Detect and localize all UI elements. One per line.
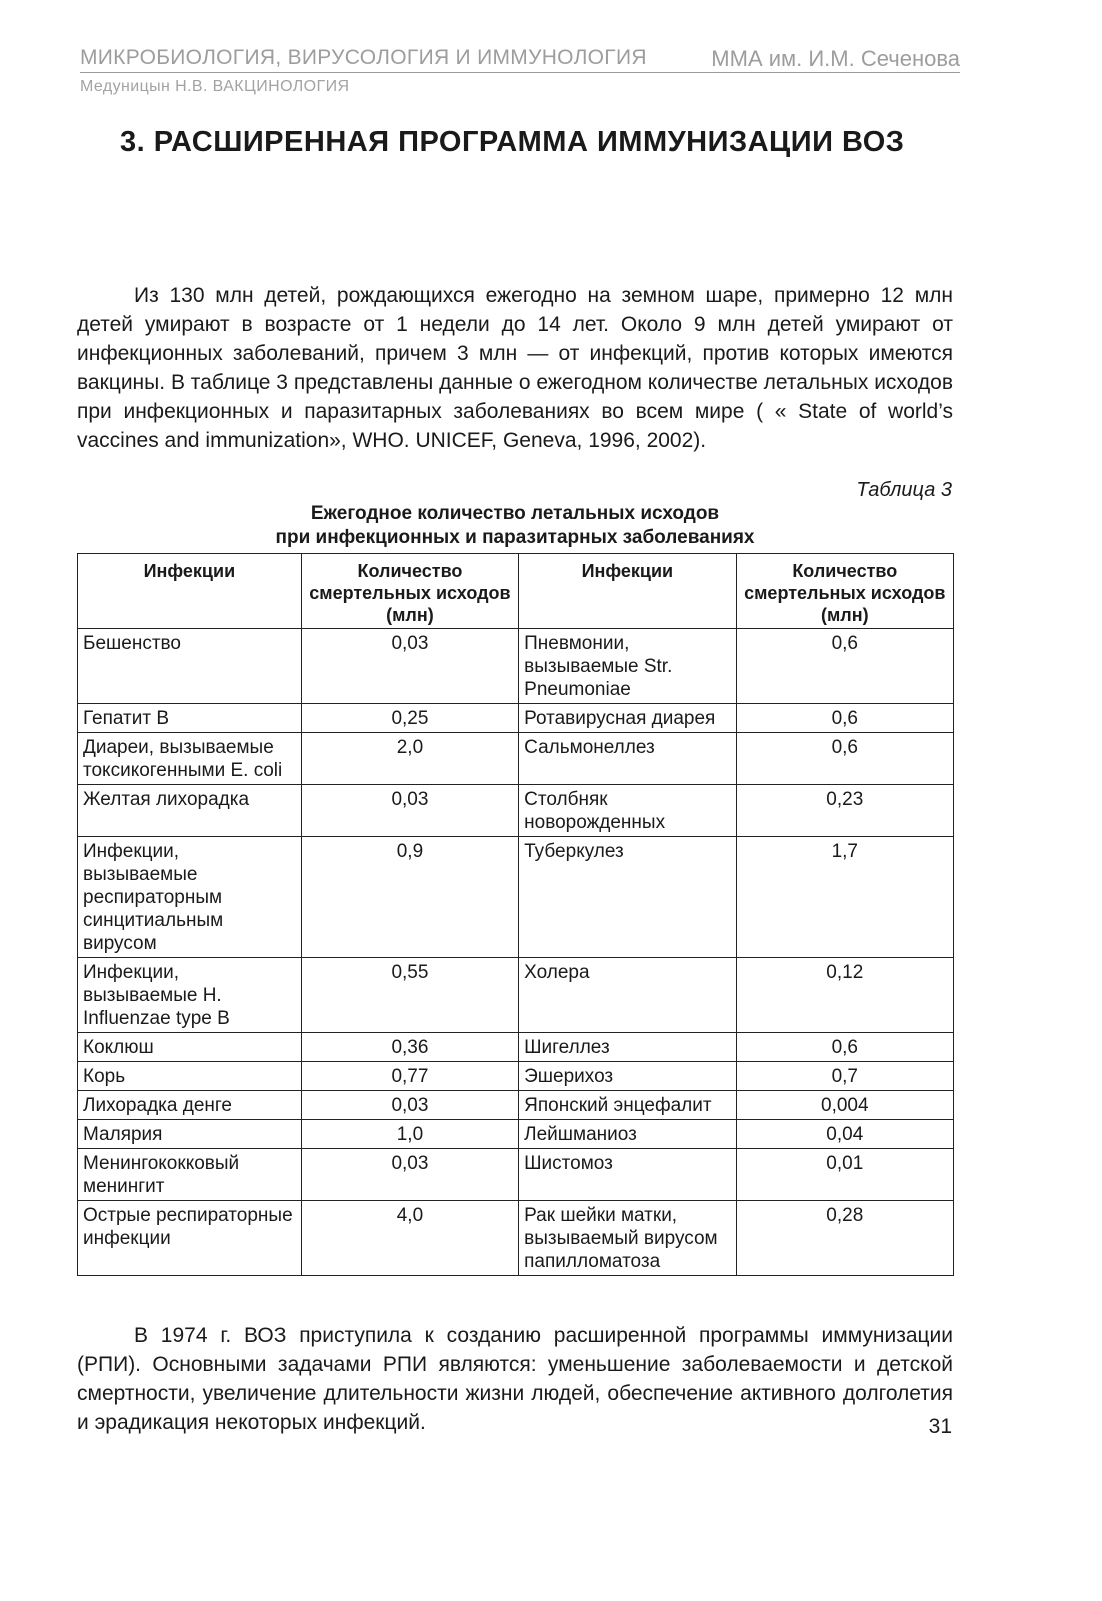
header-institution: ММА им. И.М. Сеченова bbox=[711, 46, 960, 71]
deaths-cell: 0,01 bbox=[736, 1149, 953, 1201]
infection-cell: Пневмонии, вызываемые Str. Pneumoniae bbox=[519, 629, 736, 704]
header-deaths-1: Количество смертельных исходов (млн) bbox=[301, 554, 518, 629]
infection-cell: Туберкулез bbox=[519, 837, 736, 958]
table-title-line1: Ежегодное количество летальных исходов bbox=[310, 503, 720, 524]
infection-cell: Японский энцефалит bbox=[519, 1091, 736, 1120]
infection-cell: Острые респираторные инфекции bbox=[78, 1201, 302, 1276]
deaths-cell: 0,28 bbox=[736, 1201, 953, 1276]
deaths-cell: 4,0 bbox=[301, 1201, 518, 1276]
infection-cell: Инфекции, вызываемые респираторным синцитиальным вирусом bbox=[78, 837, 302, 958]
deaths-cell: 0,55 bbox=[301, 958, 518, 1033]
infection-cell: Шигеллез bbox=[519, 1033, 736, 1062]
page-number: 31 bbox=[928, 1415, 952, 1438]
infection-cell: Диареи, вызываемые токсикогенными E. coli bbox=[78, 733, 302, 785]
infection-cell: Лихорадка денге bbox=[78, 1091, 302, 1120]
deaths-cell: 0,03 bbox=[301, 785, 518, 837]
infection-cell: Бешенство bbox=[78, 629, 302, 704]
infection-cell: Шистомоз bbox=[519, 1149, 736, 1201]
intro-paragraph: Из 130 млн детей, рождающихся ежегодно на земном шаре, примерно 12 млн детей умирают в возрасте от 1 недели до 14 лет. Около 9 млн детей умирают от инфекционных заболеваний, причем 3 млн — от инфекций, против которых имеются вакцины. В таблице 3 представлены данные о ежегодном количестве летальных исходов при инфекционных и паразитарных заболеваниях во всем мире ( « State of world’s vaccines and immunization», WHO. UNICEF, Geneva, 1996, 2002). bbox=[77, 284, 953, 452]
table-row bbox=[78, 1091, 954, 1120]
table-row bbox=[78, 1149, 954, 1201]
infection-cell: Желтая лихорадка bbox=[78, 785, 302, 837]
table-row bbox=[78, 837, 954, 958]
infection-cell: Ротавирусная диарея bbox=[519, 704, 736, 733]
table-caption: Таблица 3 bbox=[856, 479, 952, 501]
deaths-cell: 0,004 bbox=[736, 1091, 953, 1120]
deaths-cell: 1,0 bbox=[301, 1120, 518, 1149]
table-row bbox=[78, 958, 954, 1033]
header-subject: МИКРОБИОЛОГИЯ, ВИРУСОЛОГИЯ И ИММУНОЛОГИЯ bbox=[80, 46, 647, 69]
deaths-cell: 0,23 bbox=[736, 785, 953, 837]
table-row bbox=[78, 1062, 954, 1091]
infection-cell: Лейшманиоз bbox=[519, 1120, 736, 1149]
deaths-cell: 0,12 bbox=[736, 958, 953, 1033]
header-deaths-2: Количество смертельных исходов (млн) bbox=[736, 554, 953, 629]
infection-cell: Коклюш bbox=[78, 1033, 302, 1062]
deaths-cell: 0,03 bbox=[301, 629, 518, 704]
table-row bbox=[78, 1120, 954, 1149]
running-header bbox=[80, 44, 960, 73]
table-header-row bbox=[78, 554, 954, 629]
table-body bbox=[78, 629, 954, 1276]
table-row bbox=[78, 1201, 954, 1276]
deaths-cell: 0,03 bbox=[301, 1149, 518, 1201]
infection-cell: Столбняк новорожденных bbox=[519, 785, 736, 837]
table-title bbox=[77, 502, 953, 550]
chapter-title: 3. РАСШИРЕННАЯ ПРОГРАММА ИММУНИЗАЦИИ ВОЗ bbox=[120, 126, 905, 158]
deaths-cell: 0,6 bbox=[736, 704, 953, 733]
infection-cell: Сальмонеллез bbox=[519, 733, 736, 785]
deaths-cell: 0,9 bbox=[301, 837, 518, 958]
infection-cell: Корь bbox=[78, 1062, 302, 1091]
infection-cell: Менингококковый менингит bbox=[78, 1149, 302, 1201]
infection-cell: Рак шейки матки, вызываемый вирусом папилломатоза bbox=[519, 1201, 736, 1276]
deaths-cell: 0,6 bbox=[736, 1033, 953, 1062]
infection-cell: Инфекции, вызываемые H. Influenzae type B bbox=[78, 958, 302, 1033]
table-row bbox=[78, 733, 954, 785]
epi-paragraph: В 1974 г. ВОЗ приступила к созданию расширенной программы иммунизации (РПИ). Основными задачами РПИ являются: уменьшение заболеваемости и детской смертности, увеличение длительности жизни людей, обеспечение активного долголетия и эрадикация некоторых инфекций. bbox=[77, 1324, 953, 1434]
table-row bbox=[78, 785, 954, 837]
deaths-cell: 0,04 bbox=[736, 1120, 953, 1149]
infection-cell: Холера bbox=[519, 958, 736, 1033]
mortality-table bbox=[77, 553, 954, 1276]
deaths-cell: 1,7 bbox=[736, 837, 953, 958]
table-row bbox=[78, 1033, 954, 1062]
deaths-cell: 0,03 bbox=[301, 1091, 518, 1120]
deaths-cell: 0,6 bbox=[736, 733, 953, 785]
deaths-cell: 2,0 bbox=[301, 733, 518, 785]
table-row bbox=[78, 704, 954, 733]
deaths-cell: 0,36 bbox=[301, 1033, 518, 1062]
infection-cell: Эшерихоз bbox=[519, 1062, 736, 1091]
header-book: Медуницын Н.В. ВАКЦИНОЛОГИЯ bbox=[80, 78, 350, 95]
deaths-cell: 0,6 bbox=[736, 629, 953, 704]
deaths-cell: 0,77 bbox=[301, 1062, 518, 1091]
header-infections-1: Инфекции bbox=[78, 554, 302, 629]
deaths-cell: 0,25 bbox=[301, 704, 518, 733]
infection-cell: Гепатит В bbox=[78, 704, 302, 733]
deaths-cell: 0,7 bbox=[736, 1062, 953, 1091]
infection-cell: Малярия bbox=[78, 1120, 302, 1149]
header-infections-2: Инфекции bbox=[519, 554, 736, 629]
table-row bbox=[78, 629, 954, 704]
table-title-line2: при инфекционных и паразитарных заболеваниях bbox=[275, 527, 755, 548]
